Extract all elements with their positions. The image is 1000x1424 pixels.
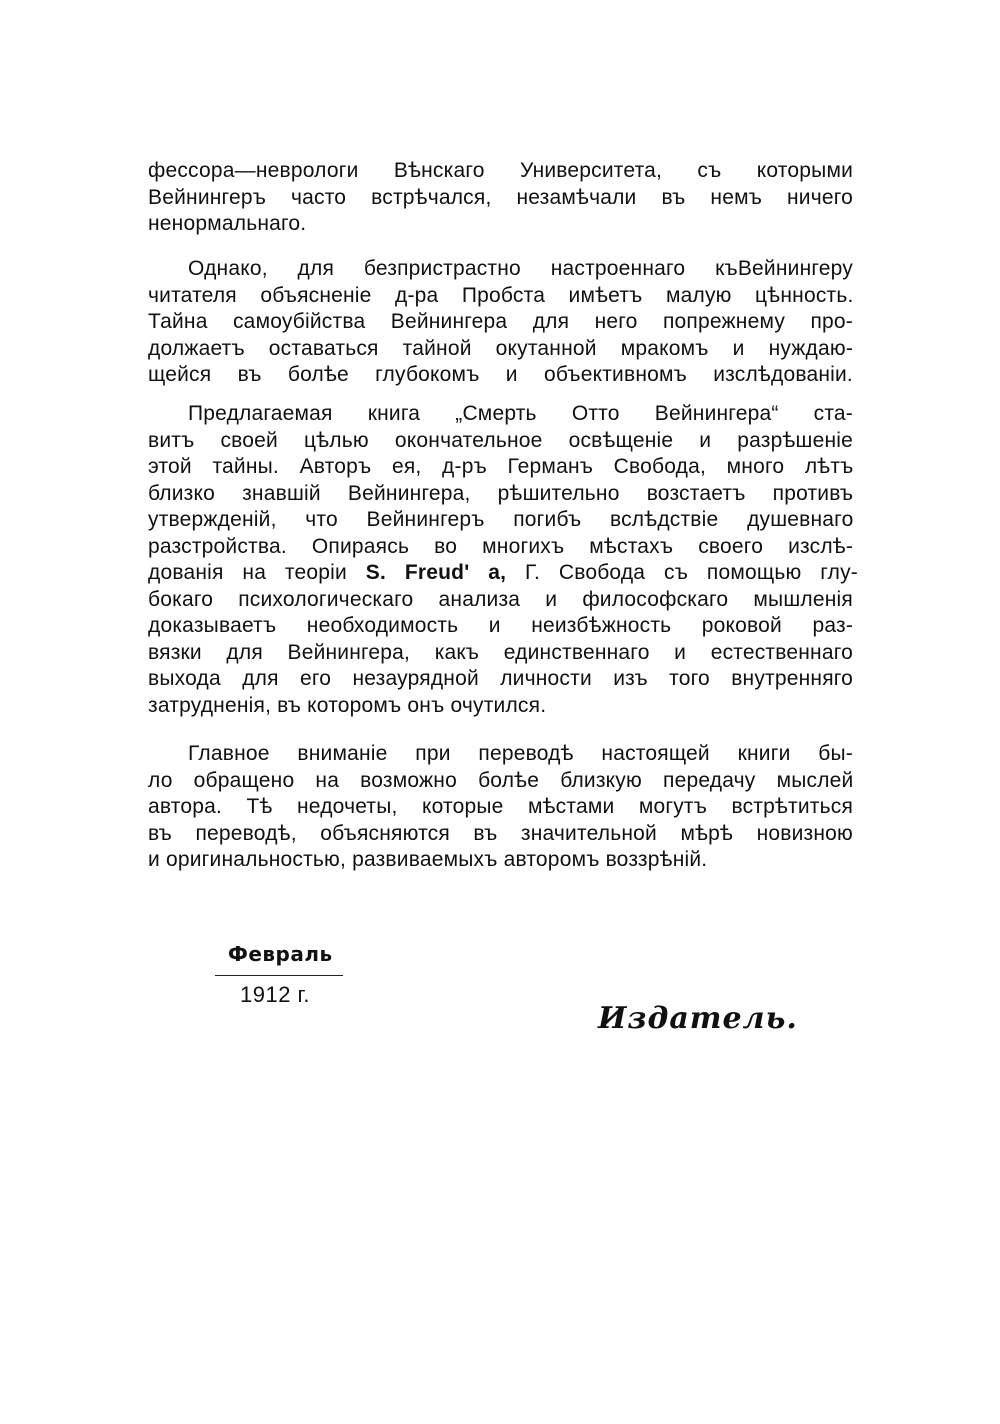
date-year: 1912 г.	[240, 982, 311, 1007]
text-line: автора. Тѣ недочеты, которые мѣстами могутъ встрѣтиться	[148, 795, 854, 818]
text-line: затрудненія, въ которомъ онъ очутился.	[148, 693, 547, 717]
text-line: вязки для Вейнингера, какъ единственнаго и естественнаго	[148, 640, 853, 664]
text-line: должаетъ оставаться тайной окутанной мракомъ и нуждаю-	[148, 336, 854, 360]
publisher-signature: Издатель.	[598, 1001, 798, 1036]
date-month: Февраль	[228, 942, 333, 966]
text-line: въ переводѣ, объясняются въ значительной мѣрѣ новизною	[148, 821, 853, 845]
text-line: близко знавшій Вейнингера, рѣшительно возстаетъ противъ	[148, 481, 854, 505]
text-line: этой тайны. Авторъ ея, д-ръ Германъ Свобода, много лѣтъ	[148, 455, 854, 478]
text-line: бокаго психологическаго анализа и философскаго мышленія	[148, 587, 853, 611]
text-line: выхода для его незаурядной личности изъ того внутренняго	[148, 667, 854, 690]
text-line: доказываетъ необходимость и неизбѣжность роковой раз-	[148, 614, 854, 637]
text-line: Однако, для безпристрастно настроеннаго къВейнингеру	[188, 257, 853, 280]
paragraph-4	[148, 741, 853, 874]
text-line: Вейнингеръ часто встрѣчался, незамѣчали въ немъ ничего	[148, 185, 854, 209]
text-line: дованія на теоріи S. Freud' a, Г. Свобода съ помощью глу-	[148, 561, 858, 584]
paragraph-1	[148, 158, 853, 238]
text-line: ло обращено на возможно болѣе близкую передачу мыслей	[148, 768, 854, 792]
text-line: Предлагаемая книга „Смерть Отто Вейнингера“ ста-	[188, 402, 853, 425]
text-line: Тайна самоубійства Вейнингера для него попрежнему про-	[148, 310, 853, 333]
text-line: утвержденій, что Вейнингеръ погибъ вслѣдствіе душевнаго	[148, 508, 854, 531]
date-divider	[215, 975, 343, 976]
text-line: читателя объясненіе д-ра Пробста имѣетъ малую цѣнность.	[148, 283, 854, 307]
paragraph-3	[148, 401, 858, 719]
text-line: и оригинальностью, развиваемыхъ авторомъ воззрѣній.	[148, 848, 708, 871]
text-line: Главное вниманіе при переводѣ настоящей книги бы-	[188, 742, 853, 765]
text-line: ненормальнаго.	[148, 212, 307, 235]
paragraph-2	[148, 256, 853, 389]
text-line: витъ своей цѣлью окончательное освѣщеніе и разрѣшеніе	[148, 428, 854, 452]
text-line: разстройства. Опираясь во многихъ мѣстахъ своего изслѣ-	[148, 534, 854, 558]
text-line: фессора—неврологи Вѣнскаго Университета, съ которыми	[148, 159, 854, 182]
text-line: щейся въ болѣе глубокомъ и объективномъ изслѣдованіи.	[148, 363, 853, 386]
